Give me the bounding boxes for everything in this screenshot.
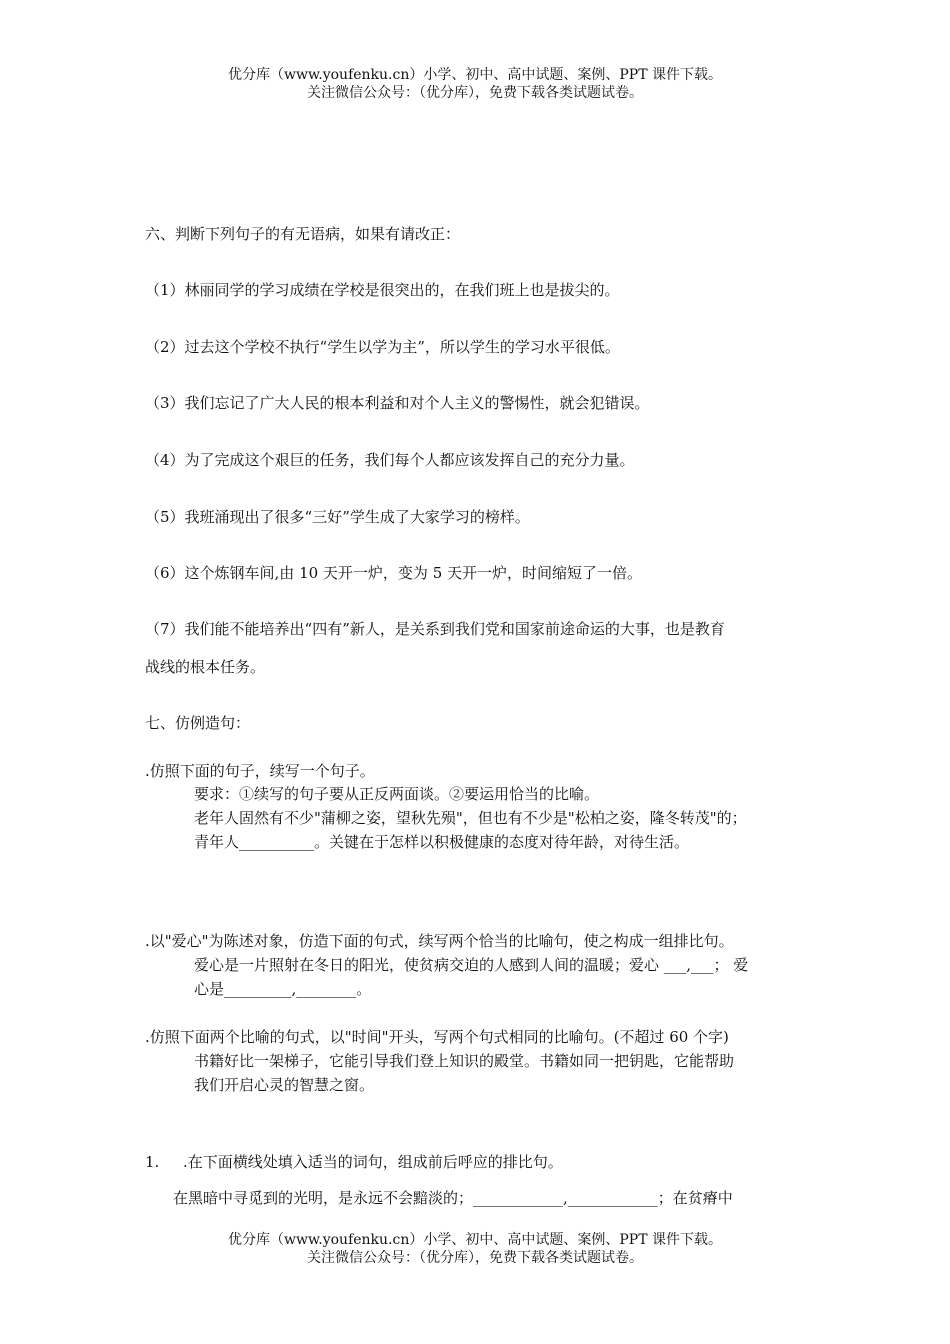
q3-body <box>194 1049 814 1097</box>
q1-blank-line: 青年人__________。关键在于怎样以积极健康的态度对待年龄，对待生活。 <box>194 833 690 851</box>
q4-lead: .在下面横线处填入适当的词句，组成前后呼应的排比句。 <box>183 1153 563 1171</box>
q1-lead: .仿照下面的句子，续写一个句子。 <box>145 762 375 780</box>
q1-example: 老年人固然有不少"蒲柳之姿，望秋先殒"，但也有不少是"松柏之姿，隆冬转茂"的； <box>194 809 747 827</box>
q4-number: 1. <box>145 1153 160 1171</box>
q4-line: 在黑暗中寻觅到的光明，是永远不会黯淡的；____________,____________；在贫瘠中 <box>173 1189 733 1207</box>
section-6-item-4: （4）为了完成这个艰巨的任务，我们每个人都应该发挥自己的充分力量。 <box>145 451 635 469</box>
q3-line-2: 我们开启心灵的智慧之窗。 <box>194 1076 375 1094</box>
section-6-item-1: （1）林丽同学的学习成绩在学校是很突出的，在我们班上也是拔尖的。 <box>145 281 620 299</box>
q2-lead: .以"爱心"为陈述对象，仿造下面的句式，续写两个恰当的比喻句，使之构成一组排比句。 <box>145 932 734 950</box>
q2-line-2: 心是_________,________。 <box>194 980 372 998</box>
section-6-item-7-continued: 战线的根本任务。 <box>145 658 266 676</box>
q2-line-1: 爱心是一片照射在冬日的阳光，使贫病交迫的人感到人间的温暖；爱心 ___,___； 爱 <box>194 956 749 974</box>
q3-lead: .仿照下面两个比喻的句式，以"时间"开头，写两个句式相同的比喻句。(不超过 60 个字) <box>145 1028 729 1046</box>
section-6-item-2: （2）过去这个学校不执行“学生以学为主”，所以学生的学习水平很低。 <box>145 338 620 356</box>
q3-line-1: 书籍好比一架梯子，它能引导我们登上知识的殿堂。书籍如同一把钥匙，它能帮助 <box>194 1052 735 1070</box>
section-6-item-5: （5）我班涌现出了很多“三好”学生成了大家学习的榜样。 <box>145 508 530 526</box>
section-6-title: 六、判断下列句子的有无语病，如果有请改正： <box>145 225 461 243</box>
q1-body <box>194 782 834 854</box>
header-line-1: 优分库（www.youfenku.cn）小学、初中、高中试题、案例、PPT 课件下载。 <box>227 67 722 83</box>
section-6-item-3: （3）我们忘记了广大人民的根本利益和对个人主义的警惕性，就会犯错误。 <box>145 394 650 412</box>
q1-requirement: 要求：①续写的句子要从正反两面谈。②要运用恰当的比喻。 <box>194 785 600 803</box>
footer-line-2: 关注微信公众号：（优分库），免费下载各类试题试卷。 <box>307 1250 643 1266</box>
section-6-item-7: （7）我们能不能培养出“四有”新人，是关系到我们党和国家前途命运的大事，也是教育 <box>145 620 725 638</box>
header-line-2: 关注微信公众号：（优分库），免费下载各类试题试卷。 <box>307 85 643 101</box>
section-7-title: 七、仿例造句： <box>145 714 251 732</box>
page-footer <box>0 1231 950 1267</box>
page-header <box>0 66 950 102</box>
section-6-item-6: （6）这个炼钢车间,由 10 天开一炉，变为 5 天开一炉，时间缩短了一倍。 <box>145 564 643 582</box>
q2-body <box>194 953 814 1001</box>
footer-line-1: 优分库（www.youfenku.cn）小学、初中、高中试题、案例、PPT 课件下载。 <box>227 1232 722 1248</box>
